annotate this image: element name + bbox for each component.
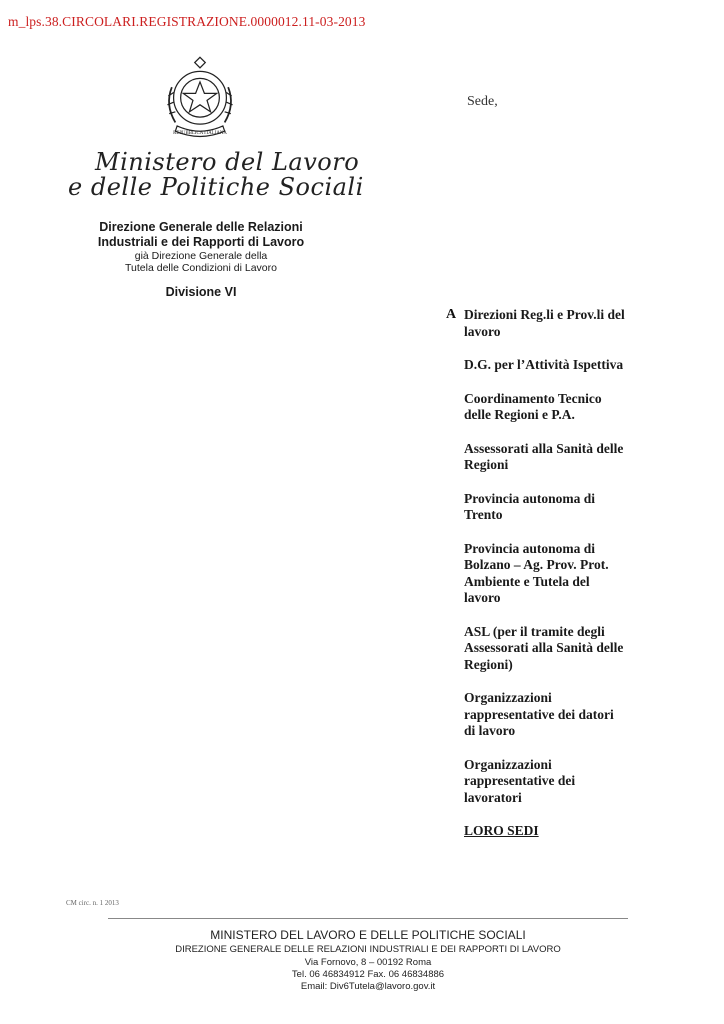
ministry-name-line1: Ministero del Lavoro (95, 148, 360, 176)
recipient-item: Provincia autonoma di Trento (464, 490, 596, 522)
division-label: Divisione VI (165, 285, 237, 299)
recipient-item: Assessorati alla Sanità delle Regioni (464, 440, 624, 472)
italian-republic-emblem-icon (156, 52, 244, 140)
sede-label: Sede, (467, 94, 498, 109)
directorate-former-line1: già Direzione Generale della (134, 250, 268, 262)
footer-ministry: MINISTERO DEL LAVORO E DELLE POLITICHE SOCIALI (210, 928, 526, 942)
document-reference: CM circ. n. 1 2013 (66, 899, 119, 907)
emblem-ribbon-text: REPUBBLICA ITALIANA (173, 130, 227, 136)
footer-email: Email: Div6Tutela@lavoro.gov.it (300, 981, 436, 992)
closing-recipient: LORO SEDI (464, 823, 539, 838)
footer-divider (108, 918, 628, 919)
recipient-item: Organizzazioni rappresentative dei lavoratori (464, 756, 576, 805)
footer-address: Via Fornovo, 8 – 00192 Roma (304, 957, 432, 968)
recipient-item: Direzioni Reg.li e Prov.li del lavoro (464, 307, 625, 339)
recipient-item: Provincia autonoma di Bolzano – Ag. Prov. Prot. Ambiente e Tutela del lavoro (464, 540, 609, 605)
directorate-line1: Direzione Generale delle Relazioni (99, 220, 303, 234)
footer-phone-fax: Tel. 06 46834912 Fax. 06 46834886 (291, 969, 445, 980)
protocol-stamp: m_lps.38.CIRCOLARI.REGISTRAZIONE.0000012.11-03-2013 (8, 14, 366, 29)
footer-directorate: DIREZIONE GENERALE DELLE RELAZIONI INDUSTRIALI E DEI RAPPORTI DI LAVORO (175, 944, 561, 955)
directorate-line2: Industriali e dei Rapporti di Lavoro (97, 235, 305, 249)
recipients-list (464, 307, 654, 857)
recipient-item: Coordinamento Tecnico delle Regioni e P.A. (464, 390, 602, 422)
ministry-name-line2: e delle Politiche Sociali (68, 173, 364, 201)
recipients-prefix: A (446, 307, 457, 322)
recipient-item: Organizzazioni rappresentative dei datori di lavoro (464, 690, 614, 738)
directorate-former-line2: Tutela delle Condizioni di Lavoro (125, 262, 277, 274)
recipient-item: ASL (per il tramite degli Assessorati alla Sanità delle Regioni) (464, 623, 624, 672)
recipient-item: D.G. per l’Attività Ispettiva (464, 357, 624, 372)
